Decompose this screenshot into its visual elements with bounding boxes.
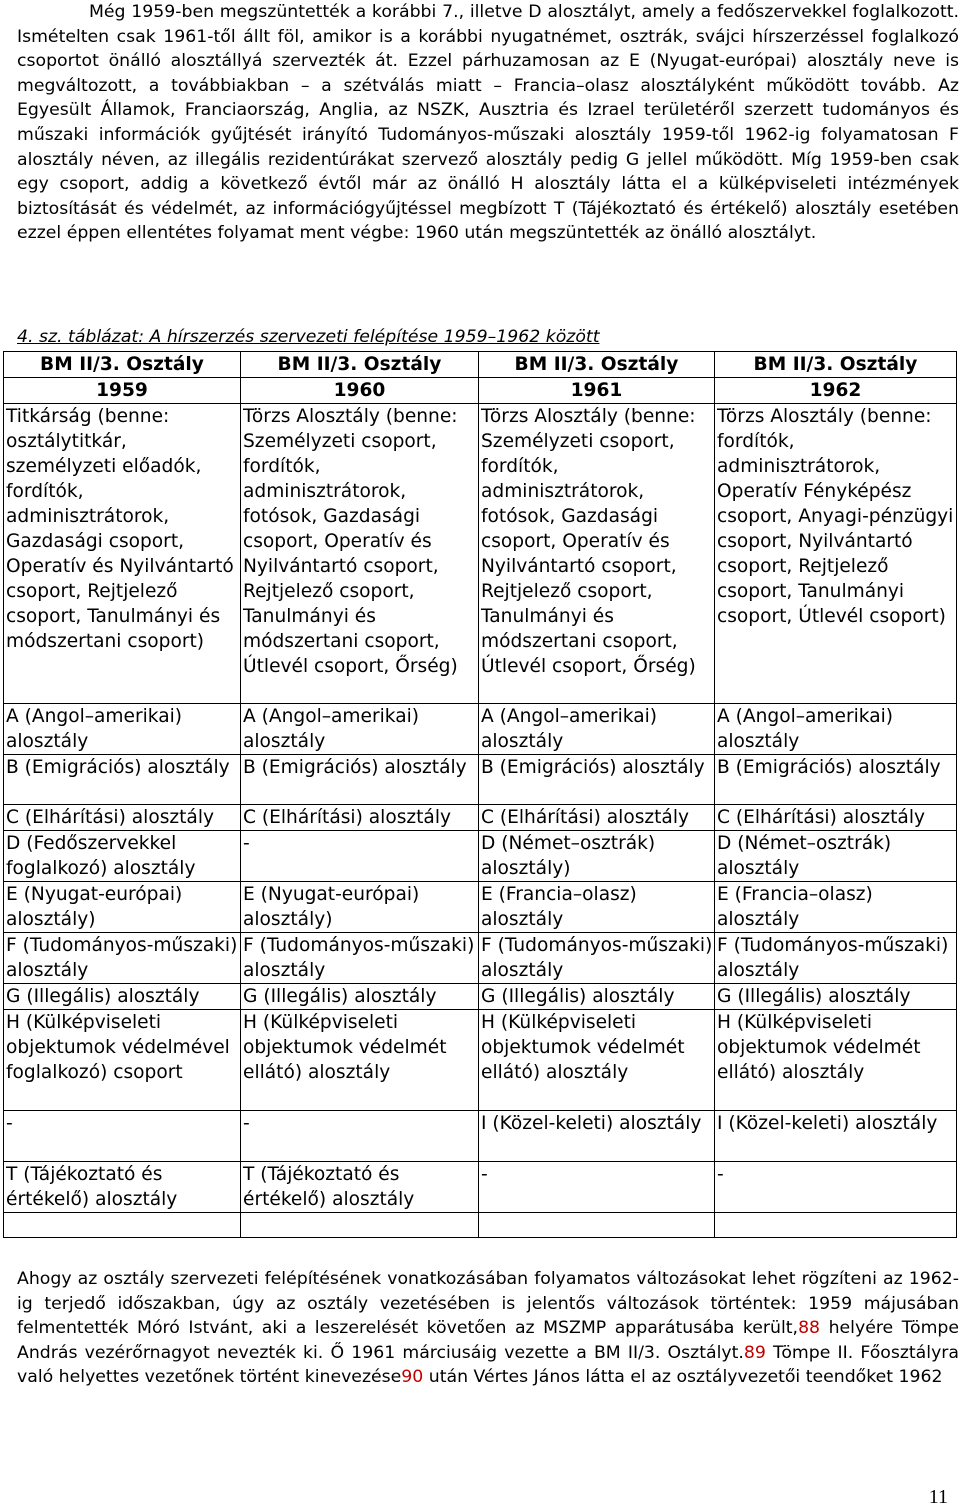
table-cell: F (Tudományos-műszaki) alosztály bbox=[479, 933, 715, 984]
table-row bbox=[4, 704, 957, 755]
table-cell: G (Illegális) alosztály bbox=[479, 984, 715, 1010]
table-cell: H (Külképviseleti objektumok védelmét ellátó) alosztály bbox=[715, 1010, 957, 1111]
table-cell: H (Külképviseleti objektumok védelmét ellátó) alosztály bbox=[479, 1010, 715, 1111]
table-cell: C (Elhárítási) alosztály bbox=[4, 805, 241, 831]
table-cell: B (Emigrációs) alosztály bbox=[715, 755, 957, 805]
table-body bbox=[4, 404, 957, 1238]
table-cell: I (Közel-keleti) alosztály bbox=[479, 1111, 715, 1162]
table-cell: - bbox=[4, 1111, 241, 1162]
table-row bbox=[4, 805, 957, 831]
table-row bbox=[4, 882, 957, 933]
table-cell: E (Francia–olasz) alosztály bbox=[715, 882, 957, 933]
table-row bbox=[4, 1111, 957, 1162]
table-cell: B (Emigrációs) alosztály bbox=[479, 755, 715, 805]
header-row bbox=[4, 352, 957, 378]
header-cell: BM II/3. Osztály bbox=[479, 352, 715, 378]
table-cell: E (Nyugat-európai) alosztály) bbox=[241, 882, 479, 933]
intro-paragraph bbox=[17, 0, 959, 246]
table-cell: T (Tájékoztató és értékelő) alosztály bbox=[4, 1162, 241, 1213]
table-cell: G (Illegális) alosztály bbox=[241, 984, 479, 1010]
table-cell: G (Illegális) alosztály bbox=[715, 984, 957, 1010]
table-cell bbox=[479, 1213, 715, 1238]
page-number: 11 bbox=[928, 1486, 948, 1508]
table-row bbox=[4, 1162, 957, 1213]
year-cell: 1961 bbox=[479, 378, 715, 404]
table-row bbox=[4, 831, 957, 882]
table-cell: - bbox=[715, 1162, 957, 1213]
footnote-ref-88[interactable]: 88 bbox=[798, 1318, 821, 1339]
year-row bbox=[4, 378, 957, 404]
organization-table bbox=[3, 351, 957, 1238]
table-cell: D (Német–osztrák) alosztály) bbox=[479, 831, 715, 882]
table-row bbox=[4, 984, 957, 1010]
table-cell: Törzs Alosztály (benne: Személyzeti csoport, fordítók, adminisztrátorok, fotósok, Gazdasági csoport, Operatív és Nyilvántartó csoport, Rejtjelező csoport, Tanulmányi és módszertani csoport, Útlevél csoport, Őrség) bbox=[241, 404, 479, 704]
intro-paragraph-text: Még 1959-ben megszüntették a korábbi 7., illetve D alosztályt, amely a fedőszervekkel foglalkozott. Ismételten csak 1961-től állt föl, amikor is a korábbi nyugatnémet, osztrák, svájci hírszerzéssel foglalkozó csoportot önálló alosztállyá szervezték át. Ezzel párhuzamosan az E (Nyugat-európai) alosztály neve is megváltozott, a továbbiakban – a szétválás miatt – Francia–olasz alosztályként működött tovább. Az Egyesült Államok, Franciaország, Anglia, az NSZK, Ausztria és Izrael területéről szerzett tudományos és műszaki információk gyűjtését irányító Tudományos-műszaki alosztály 1959-től 1962-ig folyamatosan F alosztály néven, az illegális rezidentúrákat szervező alosztály pedig G jellel működött. Míg 1959-ben csak egy csoport, addig a következő évtől már az önálló H alosztály látta el a külképviseleti intézmények biztosítását és védelmét, az információgyűjtéssel megbízott T (Tájékoztató és értékelő) alosztály esetében ezzel éppen ellentétes folyamat ment végbe: 1960 után megszüntették az önálló alosztályt. bbox=[17, 2, 959, 244]
closing-paragraph bbox=[17, 1267, 959, 1390]
table-cell: - bbox=[241, 1111, 479, 1162]
table-cell: D (Német–osztrák) alosztály bbox=[715, 831, 957, 882]
table-row bbox=[4, 1213, 957, 1238]
year-cell: 1962 bbox=[715, 378, 957, 404]
table-caption: 4. sz. táblázat: A hírszerzés szervezeti felépítése 1959–1962 között bbox=[17, 327, 600, 347]
table-cell bbox=[715, 1213, 957, 1238]
header-cell: BM II/3. Osztály bbox=[715, 352, 957, 378]
table-cell: Törzs Alosztály (benne: fordítók, adminisztrátorok, Operatív Fényképész csoport, Anyagi-pénzügyi csoport, Nyilvántartó csoport, Rejtjelező csoport, Tanulmányi csoport, Útlevél csoport) bbox=[715, 404, 957, 704]
year-cell: 1959 bbox=[4, 378, 241, 404]
footnote-ref-90[interactable]: 90 bbox=[401, 1367, 424, 1388]
table-cell: B (Emigrációs) alosztály bbox=[4, 755, 241, 805]
table-cell: A (Angol–amerikai) alosztály bbox=[479, 704, 715, 755]
table-cell: A (Angol–amerikai) alosztály bbox=[241, 704, 479, 755]
header-cell: BM II/3. Osztály bbox=[241, 352, 479, 378]
table-cell: T (Tájékoztató és értékelő) alosztály bbox=[241, 1162, 479, 1213]
year-cell: 1960 bbox=[241, 378, 479, 404]
table-cell: B (Emigrációs) alosztály bbox=[241, 755, 479, 805]
table-cell: Titkárság (benne: osztálytitkár, személyzeti előadók, fordítók, adminisztrátorok, Gazdasági csoport, Operatív és Nyilvántartó csoport, Rejtjelező csoport, Tanulmányi és módszertani csoport) bbox=[4, 404, 241, 704]
footnote-ref-89[interactable]: 89 bbox=[743, 1342, 766, 1363]
table-cell: H (Külképviseleti objektumok védelmével foglalkozó) csoport bbox=[4, 1010, 241, 1111]
header-cell: BM II/3. Osztály bbox=[4, 352, 241, 378]
table-cell: C (Elhárítási) alosztály bbox=[479, 805, 715, 831]
table-cell: E (Francia–olasz) alosztály bbox=[479, 882, 715, 933]
table-row bbox=[4, 404, 957, 704]
table-cell: Törzs Alosztály (benne: Személyzeti csoport, fordítók, adminisztrátorok, fotósok, Gazdasági csoport, Operatív és Nyilvántartó csoport, Rejtjelező csoport, Tanulmányi és módszertani csoport, Útlevél csoport, Őrség) bbox=[479, 404, 715, 704]
table-row bbox=[4, 933, 957, 984]
closing-text-3: Tömpe II. Főosztályra való helyettes vezetőnek történt kinevezése bbox=[17, 1342, 959, 1388]
table-cell: F (Tudományos-műszaki) alosztály bbox=[241, 933, 479, 984]
table-cell: C (Elhárítási) alosztály bbox=[715, 805, 957, 831]
table-cell: C (Elhárítási) alosztály bbox=[241, 805, 479, 831]
table-cell: A (Angol–amerikai) alosztály bbox=[715, 704, 957, 755]
closing-text-4: után Vértes János látta el az osztályvezetői teendőket 1962 bbox=[423, 1367, 943, 1388]
closing-text-1: Ahogy az osztály szervezeti felépítésének vonatkozásában folyamatos változásokat lehet rögzíteni az 1962-ig terjedő időszakban, úgy az osztály vezetésében is jelentős változások történtek: 1959 májusában felmentették Móró Istvánt, aki a leszerelését követően az MSZMP apparátusába került, bbox=[17, 1269, 959, 1339]
table-cell: - bbox=[479, 1162, 715, 1213]
table-row bbox=[4, 1010, 957, 1111]
table-cell: F (Tudományos-műszaki) alosztály bbox=[715, 933, 957, 984]
table-cell: F (Tudományos-műszaki) alosztály bbox=[4, 933, 241, 984]
table-cell: A (Angol–amerikai) alosztály bbox=[4, 704, 241, 755]
table-cell: I (Közel-keleti) alosztály bbox=[715, 1111, 957, 1162]
table-cell: H (Külképviseleti objektumok védelmét ellátó) alosztály bbox=[241, 1010, 479, 1111]
table-cell bbox=[241, 1213, 479, 1238]
table-cell bbox=[4, 1213, 241, 1238]
table-cell: G (Illegális) alosztály bbox=[4, 984, 241, 1010]
closing-text-2: helyére Tömpe András vezérőrnagyot nevezték ki. Ő 1961 márciusáig vezette a BM II/3. Osztályt. bbox=[17, 1318, 960, 1363]
table-row bbox=[4, 755, 957, 805]
table-cell: D (Fedőszervekkel foglalkozó) alosztály bbox=[4, 831, 241, 882]
table-cell: E (Nyugat-európai) alosztály) bbox=[4, 882, 241, 933]
table-cell: - bbox=[241, 831, 479, 882]
